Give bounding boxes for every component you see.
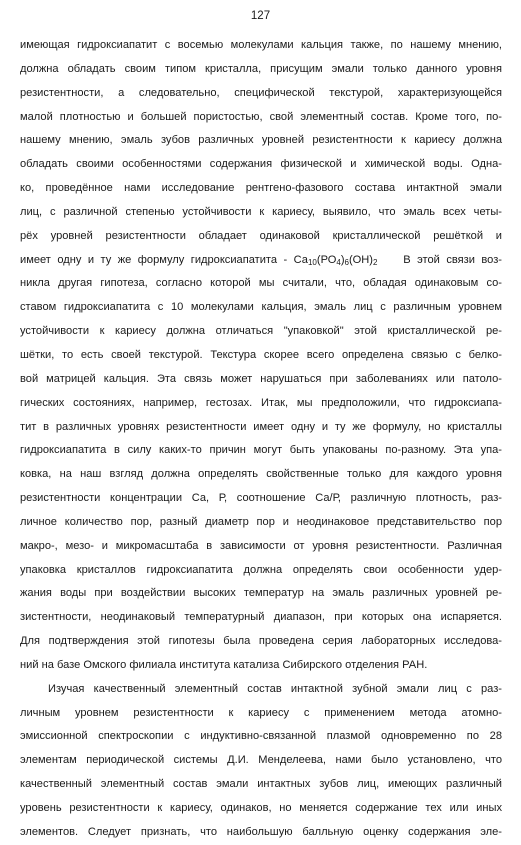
- text-line: вой матрицей кальция. Эта связь может нарушаться при заболеваниях или патоло-: [20, 372, 502, 385]
- text-line: резистентности концентрации Са, Р, соотношение Са/Р, различную плотность, раз-: [20, 492, 502, 505]
- formula-text: ): [340, 253, 345, 266]
- text-line: нашему мнению, эмаль зубов различных уровней резистентности к кариесу должна: [20, 134, 502, 147]
- text-line: тит в различных уровнях резистентности имеет одну и ту же формулу, но кристаллы: [20, 420, 502, 433]
- formula-text: (РО: [316, 253, 337, 266]
- text-line: гических состояниях, например, гестозах. Итак, мы предположили, что гидроксиапа-: [20, 396, 502, 409]
- text-line: качественный элементный состав эмали интактных зубов лиц, имеющих различный: [20, 778, 502, 791]
- text-line: Для подтверждения этой гипотезы была проведена серия лабораторных исследова-: [20, 635, 502, 648]
- text-line: резистентности, а следовательно, специфической текстурой, характеризующейся: [20, 86, 502, 99]
- body-text: [20, 34, 502, 845]
- text-line: имеющая гидроксиапатит с восемью молекулами кальция также, по нашему мнению,: [20, 39, 502, 51]
- text-line: ковка, на наш взгляд должна определять свойственные только для каждого уровня: [20, 468, 502, 481]
- text-line: личным уровнем резистентности к кариесу с применением метода атомно-: [20, 706, 502, 719]
- text-line: ко, проведённое нами исследование рентгено-фазового состава интактной эмали: [20, 182, 502, 195]
- page-number: 127: [250, 10, 271, 22]
- text-line: ставом гидроксиапатита с 10 молекулами кальция, эмаль лиц с различным уровнем: [20, 301, 502, 314]
- text-line: гидроксиапатита в силу каких-то причин могут быть упакованы по-разному. Эта упа-: [20, 444, 502, 457]
- text-line: уровень резистентности к кариесу, одинаков, но меняется содержание тех или иных: [20, 802, 502, 814]
- text-line: упаковка кристаллов гидроксиапатита должна определять свои особенности удер-: [20, 563, 502, 576]
- text-line: шётки, то есть своей текстурой. Текстура скорее всего определена связью с белко-: [20, 348, 502, 361]
- text-line: никла другая гипотеза, согласно которой мы считали, что, обладая одинаковым со-: [20, 277, 502, 290]
- text-line: макро-, мезо- и микромасштаба в зависимости от уровня резистентности. Различная: [20, 539, 502, 552]
- text-line: должна обладать своим типом кристалла, присущим эмали только данного уровня: [20, 62, 502, 75]
- text-line: ний на базе Омского филиала института катализа Сибирского отделения РАН.: [20, 658, 428, 671]
- text-line: элементов. Следует признать, что наибольшую балльную оценку содержания эле-: [20, 825, 502, 838]
- text-line: жания воды при воздействии высоких температур на эмаль различных уровней ре-: [20, 587, 502, 600]
- text-line: зистентности, неодинаковый температурный диапазон, при которых она испаряется.: [20, 611, 502, 624]
- formula-subscript: 4: [336, 257, 341, 267]
- text-line: личное количество пор, разный диаметр пор и неодинаковое представительство пор: [20, 515, 502, 528]
- text-line: лиц, с различной степенью устойчивости к кариесу, выявило, что эмаль всех четы-: [20, 205, 502, 218]
- formula-subscript: 6: [344, 257, 349, 267]
- formula-line: [20, 249, 502, 273]
- text-line: малой плотностью и большей пористостью, свой элементный состав. Кроме того, по-: [20, 110, 502, 123]
- text-line: элементам периодической системы Д.И. Менделеева, нами было установлено, что: [20, 754, 502, 767]
- text-line: эмиссионной спектроскопии с индуктивно-связанной плазмой одновременно по 28: [20, 730, 502, 743]
- formula-text: (ОН): [348, 253, 373, 266]
- formula-subscript: 10: [307, 257, 317, 267]
- text-line: рёх уровней резистентности обладает одинаковой кристаллической решёткой и: [20, 229, 502, 242]
- text-line: устойчивости к кариесу должна отличаться "упаковкой" этой кристаллической ре-: [20, 325, 502, 338]
- formula-subscript: 2: [373, 257, 378, 267]
- text-line: обладать своими особенностями содержания физической и химической воды. Одна-: [20, 158, 502, 171]
- text-line: Изучая качественный элементный состав интактной зубной эмали лиц с раз-: [48, 682, 502, 695]
- formula-text-before: имеет одну и ту же формулу гидроксиапатита - Са: [20, 253, 308, 266]
- formula-text-after: В этой связи воз-: [377, 253, 502, 266]
